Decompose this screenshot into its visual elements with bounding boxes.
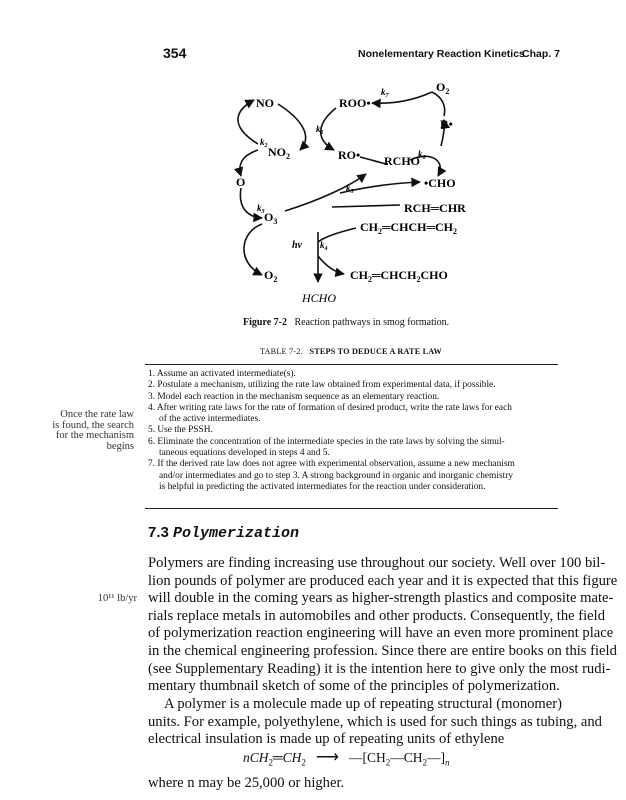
table-rule-bottom — [145, 508, 558, 509]
polymerization-equation: $nCH_2═CH_2$ ⟶ $—[CH_2—CH_2—]_n$ — [243, 749, 450, 768]
table-title-text: STEPS TO DEDUCE A RATE LAW — [309, 347, 442, 356]
arrow-o3-to-o2 — [244, 224, 262, 275]
arrow-no2-to-o — [240, 150, 258, 176]
margin-note-production: 10¹¹ lb/yr — [97, 593, 137, 604]
arrow-no2-to-no — [238, 100, 258, 144]
species-roo: ROO• — [339, 96, 371, 110]
species-no2: $NO_2$ — [268, 145, 290, 161]
table-item: 2. Postulate a mechanism, utilizing the rate law obtained from experimental data, if possible. — [148, 380, 496, 391]
paragraph-polymer-definition: A polymer is a molecule made up of repeating structural (monomer) units. For example, polyethylene, which is used for such things as tubing, and electrical insulation is made up of repeating units of ethylene — [148, 696, 602, 748]
rate-k7: $k_7$ — [381, 87, 389, 99]
rate-k6: $k_6$ — [418, 149, 426, 161]
species-o2-bottom: $O_2$ — [264, 268, 278, 284]
table-title-prefix: TABLE — [260, 347, 289, 356]
species-ro: RO• — [338, 148, 361, 162]
margin-note-mechanism: Once the rate law is found, the search for the mechanism begins — [52, 409, 134, 452]
table-title-number: 7-2. — [288, 347, 303, 356]
rate-k5: $k_5$ — [346, 183, 354, 195]
arrow-o3-to-rcho — [285, 174, 366, 211]
species-o: O — [236, 175, 246, 189]
species-cho: •CHO — [424, 176, 456, 190]
page-number: 354 — [163, 45, 187, 61]
label-hv: hν — [292, 240, 302, 251]
table-item: 3. Model each reaction in the mechanism sequence as an elementary reaction. — [148, 391, 440, 402]
arrow-rch — [332, 205, 400, 207]
rate-k1: $k_1$ — [316, 124, 324, 136]
chapter-label: Chap. 7 — [522, 48, 560, 60]
species-acrolein: $CH_2═CHCH_2CHO$ — [350, 268, 448, 284]
closing-sentence: where n may be 25,000 or higher. — [148, 775, 345, 791]
rate-k4: $k_4$ — [320, 240, 328, 252]
table-item: 7. If the derived rate law does not agree with experimental observation, assume a new mechanism and/or intermediates and go to step 3. A strong background in organic and inorganic chemistry is helpful in predicting the activated intermediates for the reaction under consideration. — [148, 459, 515, 492]
smog-reaction-diagram — [0, 0, 626, 320]
rate-k2: $k_2$ — [260, 137, 268, 149]
arrow-r-to-o2 — [432, 92, 445, 116]
table-body — [148, 369, 558, 493]
section-heading — [148, 524, 299, 542]
species-hcho: HCHO — [302, 291, 337, 305]
table-item: 4. After writing rate laws for the rate of formation of desired product, write the rate laws for each of the active intermediates. — [148, 402, 512, 425]
table-rule-top — [145, 364, 558, 365]
species-no: NO — [256, 96, 274, 110]
arrow-no-to-no2 — [278, 104, 306, 150]
rate-k3: $k_3$ — [257, 203, 265, 215]
section-number: 7.3 — [148, 524, 169, 541]
species-rch: RCH═CHR — [404, 201, 466, 215]
table-item: 5. Use the PSSH. — [148, 425, 213, 436]
table-item: 1. Assume an activated intermediate(s). — [148, 369, 296, 379]
table-title — [260, 347, 442, 356]
figure-caption — [243, 317, 449, 328]
species-o3: $O_3$ — [264, 210, 278, 226]
table-item: 6. Eliminate the concentration of the intermediate species in the rate laws by solving the simul- taneous equations developed in steps 4 and 5. — [148, 436, 505, 459]
paragraph-polymers: Polymers are finding increasing use throughout our society. Well over 100 bil- lion pounds of polymer are produced each year and it is expected that this figure will double in the coming years as higher-strength plastics and composite mate- rials replace metals in automobiles and other products. Consequently, the field of polymerization reaction engineering will have an even more prominent place in the chemical engineering profession. Since there are entire books on this field (see Supplementary Reading) it is the intention here to give only the most rudi- mentary thumbnail sketch of some of the principles of polymerization. — [148, 555, 618, 695]
reaction-arrow: ⟶ — [315, 749, 339, 766]
figure-caption-label: Figure 7-2 — [243, 317, 287, 328]
section-title: Polymerization — [173, 525, 300, 542]
figure-caption-text: Reaction pathways in smog formation. — [294, 317, 450, 328]
species-butadiene: $CH_2═CHCH═CH_2$ — [360, 220, 458, 236]
arrow-roo-to-ro — [321, 108, 336, 150]
species-rcho: RCHO — [384, 154, 420, 168]
running-title: Nonelementary Reaction Kinetics — [358, 48, 525, 60]
species-o2: $O_2$ — [436, 80, 450, 96]
arrow-to-acrolein — [318, 256, 344, 274]
species-r: R• — [440, 117, 453, 131]
